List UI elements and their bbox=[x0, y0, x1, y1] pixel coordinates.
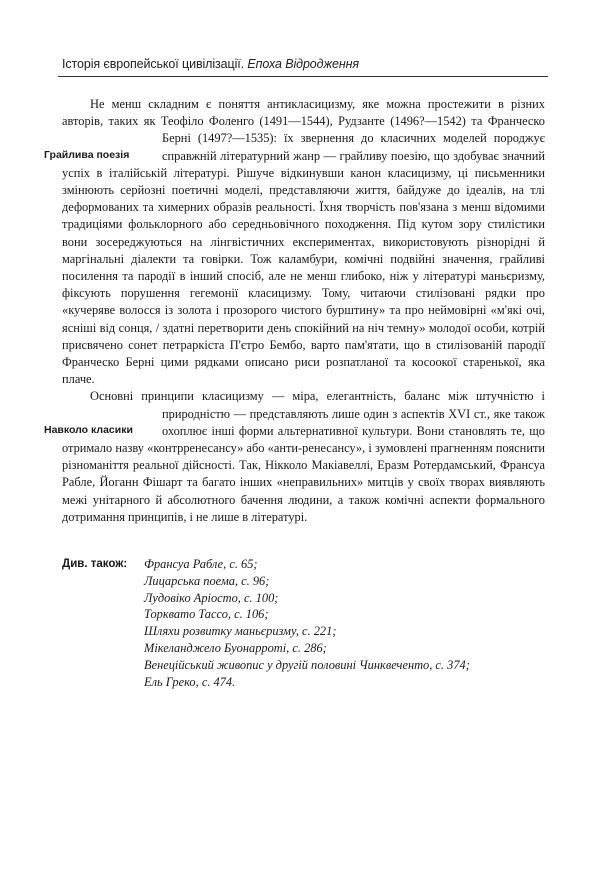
paragraph-anticlassicism: Не менш складним є поняття антикласицизму, яке можна простежити в різних авторів, таких як Теофіло Фоленго (1491—1544), Рудзанте (1496?—1542) та Франческо Берні (1497?—1535): їх звернення до класичних моделей породжує справжній літературний жанр — грайливу поезію, що здобуває значний успіх в італійській літературі. Рішуче відкинувши канон класицизму, ці письменники змінюють серйозні поетичні моделі, представляючи життя, байдуже до ідеалів, на тлі деформованих та химерних образів реальності. Їхня творчість пов'язана з менш відомими традиціями фольклорного або середньовічного походження. Під кутом зору стилістики вони зосереджуються на лінгвістичних експериментах, використовують різнорідні й маргінальні діалекти та говірки. Тож каламбури, комічні подвійні значення, грайливі посилення та пародії в інший спосіб, але не менш глибоко, ніж у літературі маньєризму, фіксують порушення гегемонії класицизму. Тому, читаючи стилізовані рядки про «кучеряве волосся із золота і прозорого чистого бурштину» та про неймовірні «м'які очі, ясніші від сонця, / здатні перетворити день спокійний на ніч темну» молодої особи, котрій присвячено сонет петраркіста П'єтро Бембо, варто пам'ятати, що в стилізованій пародії Франческо Берні цими рядками описано риси розпатланої та косоокої старенької, яка плаче. bbox=[62, 97, 545, 387]
see-also-item: Лудовіко Аріосто, с. 100; bbox=[144, 590, 279, 605]
margin-note-playful-poetry: Грайлива поезія bbox=[44, 149, 130, 161]
see-also-item: Венеційський живопис у другій половині Чинквеченто, с. 374; bbox=[144, 657, 470, 672]
see-also-item: Шляхи розвитку маньєризму, с. 221; bbox=[144, 624, 337, 639]
see-also-list bbox=[144, 556, 470, 690]
header-subtitle: Епоха Відродження bbox=[247, 57, 359, 71]
margin-note-around-classics: Навколо класики bbox=[44, 424, 133, 437]
body-text bbox=[44, 96, 545, 526]
see-also-item: Мікеланджело Буонарроті, с. 286; bbox=[144, 640, 327, 655]
running-header bbox=[62, 57, 542, 71]
see-also-item: Торквато Тассо, с. 106; bbox=[144, 607, 269, 622]
header-title: Історія європейської цивілізації. bbox=[62, 57, 245, 71]
see-also-item: Ель Греко, с. 474. bbox=[144, 674, 236, 689]
header-rule bbox=[58, 76, 548, 77]
see-also-item: Лицарська поема, с. 96; bbox=[144, 573, 270, 588]
see-also-label: Див. також: bbox=[62, 558, 128, 570]
see-also-item: Франсуа Рабле, с. 65; bbox=[144, 557, 258, 571]
paragraph-classicism-principles: Основні принципи класицизму — міра, елегантність, баланс між штучністю і природністю — представляють лише один з аспектів XVI ст., яке також охоплює інші форми альтернативної культури. Вони становлять те, що отримало назву «контрренесансу» або «анти-ренесансу», і зумовлені прагненням пояснити різноманіття реальної дійсності. Так, Нікколо Макіавеллі, Еразм Ротердамський, Франсуа Рабле, Йоганн Фішарт та багато інших «неправильних» митців у своїх творах виявляють межі унітарного й абсолютного бачення людини, а також комічні аспекти формального дотримання принципів, і не лише в літературі. bbox=[62, 389, 545, 524]
